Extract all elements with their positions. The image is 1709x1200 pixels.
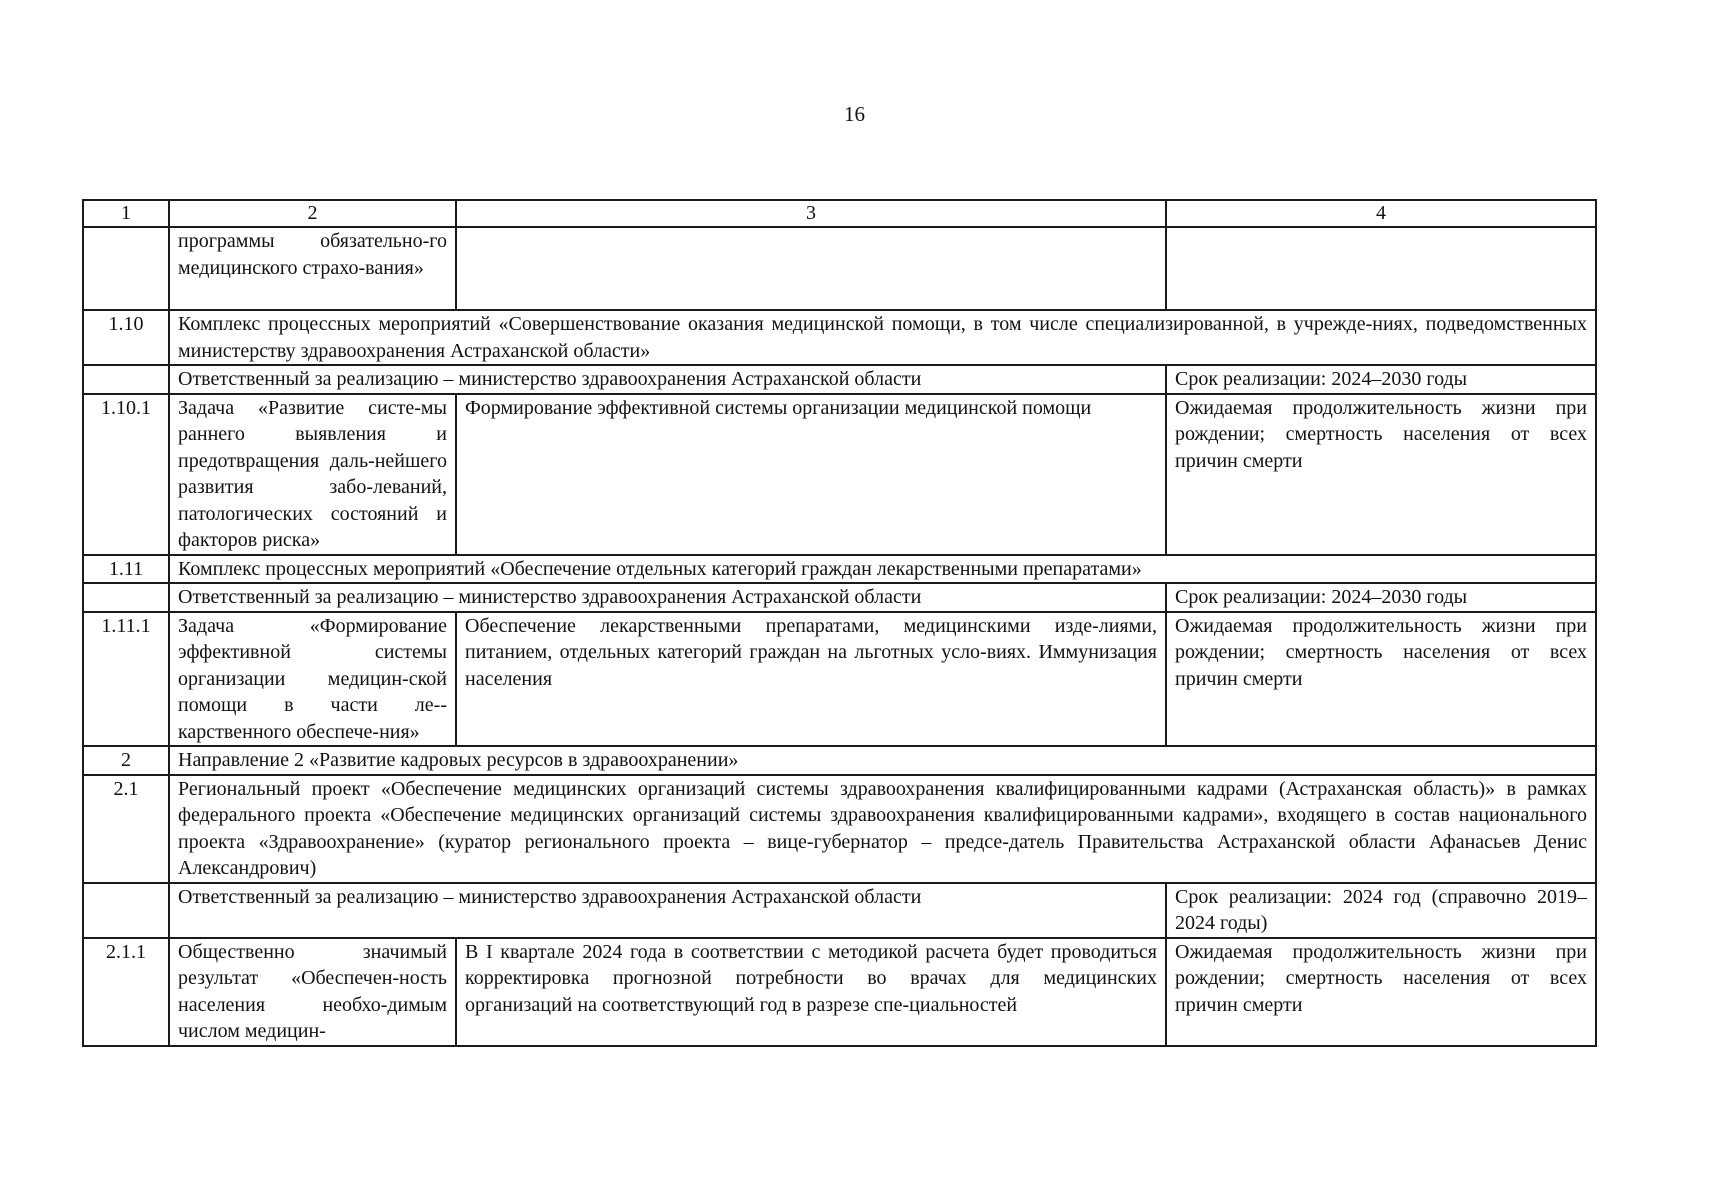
column-header: 1 <box>83 200 169 227</box>
row-number <box>83 583 169 612</box>
measure-cell <box>456 227 1166 310</box>
table-row <box>83 365 1596 394</box>
section-title-cell: Комплекс процессных мероприятий «Обеспечение отдельных категорий граждан лекарственными препаратами» <box>169 555 1596 584</box>
indicator-cell: Ожидаемая продолжительность жизни при рождении; смертность населения от всех причин смерти <box>1166 394 1596 555</box>
measure-cell: Обеспечение лекарственными препаратами, медицинскими изде-лиями, питанием, отдельных категорий граждан на льготных усло-виях. Иммунизация населения <box>456 612 1166 747</box>
table-row <box>83 310 1596 365</box>
indicator-cell <box>1166 227 1596 310</box>
row-number: 2.1.1 <box>83 938 169 1046</box>
column-header: 4 <box>1166 200 1596 227</box>
table-row <box>83 746 1596 775</box>
row-number: 1.11.1 <box>83 612 169 747</box>
row-number <box>83 227 169 310</box>
task-cell: Задача «Развитие систе-мы раннего выявления и предотвращения даль-нейшего развития забо-леваний, патологических состояний и факторов риска» <box>169 394 456 555</box>
indicator-cell: Ожидаемая продолжительность жизни при рождении; смертность населения от всех причин смерти <box>1166 938 1596 1046</box>
page-number: 16 <box>844 102 865 126</box>
section-title-cell: Региональный проект «Обеспечение медицинских организаций системы здравоохранения квалифицированными кадрами (Астраханская область)» в рамках федерального проекта «Обеспечение медицинских организаций системы здравоохранения квалифицированными кадрами», входящего в состав национального проекта «Здравоохранение» (куратор регионального проекта – вице-губернатор – предсе-датель Правительства Астраханской области Афанасьев Денис Александрович) <box>169 775 1596 883</box>
table-row <box>83 394 1596 555</box>
row-number: 2 <box>83 746 169 775</box>
table-row <box>83 775 1596 883</box>
row-number: 1.10.1 <box>83 394 169 555</box>
task-cell: программы обязательно-го медицинского страхо-вания» <box>169 227 456 310</box>
term-cell: Срок реализации: 2024–2030 годы <box>1166 365 1596 394</box>
table-row <box>83 883 1596 938</box>
row-number: 2.1 <box>83 775 169 883</box>
column-header: 3 <box>456 200 1166 227</box>
measure-cell: В I квартале 2024 года в соответствии с методикой расчета будет проводиться корректировка прогнозной потребности во врачах для медицинских организаций на соответствующий год в разрезе спе-циальностей <box>456 938 1166 1046</box>
row-number: 1.11 <box>83 555 169 584</box>
column-header: 2 <box>169 200 456 227</box>
table-row <box>83 555 1596 584</box>
task-cell: Задача «Формирование эффективной системы организации медицин-ской помощи в части ле-карственного обеспече-ния» <box>169 612 456 747</box>
row-number <box>83 365 169 394</box>
measures-table <box>82 199 1597 1047</box>
term-cell: Срок реализации: 2024–2030 годы <box>1166 583 1596 612</box>
table-row <box>83 227 1596 310</box>
section-title-cell: Комплекс процессных мероприятий «Совершенствование оказания медицинской помощи, в том числе специализированной, в учрежде-ниях, подведомственных министерству здравоохранения Астраханской области» <box>169 310 1596 365</box>
section-title-cell: Направление 2 «Развитие кадровых ресурсов в здравоохранении» <box>169 746 1596 775</box>
measure-cell: Формирование эффективной системы организации медицинской помощи <box>456 394 1166 555</box>
responsible-cell: Ответственный за реализацию – министерство здравоохранения Астраханской области <box>169 583 1166 612</box>
table-row <box>83 583 1596 612</box>
responsible-cell: Ответственный за реализацию – министерство здравоохранения Астраханской области <box>169 883 1166 938</box>
row-number <box>83 883 169 938</box>
task-cell: Общественно значимый результат «Обеспечен-ность населения необхо-димым числом медицин- <box>169 938 456 1046</box>
table-row <box>83 938 1596 1046</box>
term-cell: Срок реализации: 2024 год (справочно 2019–2024 годы) <box>1166 883 1596 938</box>
table-row <box>83 612 1596 747</box>
indicator-cell: Ожидаемая продолжительность жизни при рождении; смертность населения от всех причин смерти <box>1166 612 1596 747</box>
responsible-cell: Ответственный за реализацию – министерство здравоохранения Астраханской области <box>169 365 1166 394</box>
row-number: 1.10 <box>83 310 169 365</box>
table-header-row <box>83 200 1596 227</box>
